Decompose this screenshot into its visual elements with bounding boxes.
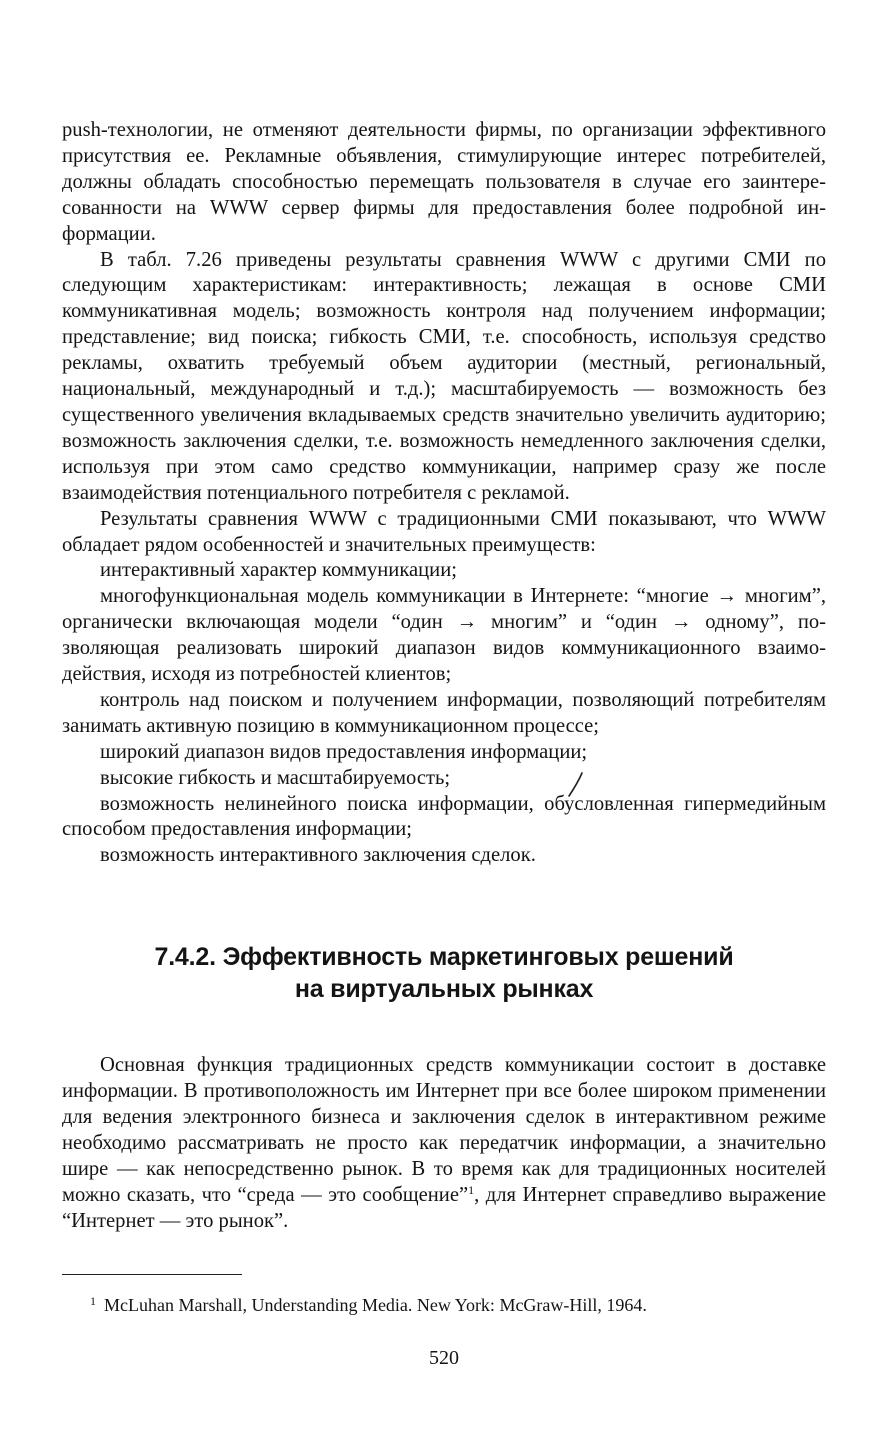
paragraph-section-intro: [62, 1053, 826, 1234]
page-number: 520: [429, 1347, 459, 1369]
list-item: контроль над поиском и получением информации, позволяющий потребителям занимать активную позицию в коммуникационном процессе;: [62, 688, 826, 737]
paragraph-table-comparison: В табл. 7.26 приведены результаты сравнения WWW с другими СМИ по следующим характеристикам: интерактивность; лежащая в основе СМИ коммуникативная модель; возможность контроля над получением информации; представление; вид поиска; гибкость СМИ, т.е. способность, используя средство рекламы, охватить требуемый объем аудитории (местный, региональный, национальный, международный и т.д.); масштабируемость — возможность без существенного увеличения вкладываемых средств значительно увеличить аудиторию; возможность заключения сделки, т.е. возможность немедленного заключения сделки, используя при этом само средство коммуникации, например сразу же после взаимодействия потенциального потребителя с рекламой.: [62, 248, 826, 504]
paragraph-continuation: push-технологии, не отменяют деятельности фирмы, по организации эффективного присутствия ее. Рекламные объявления, стимулирующие интерес потребителей, должны обладать способностью перемещать пользователя в случае его заинтересованности на WWW сервер фирмы для предоставления более подробной информации.: [62, 119, 826, 245]
list-item: возможность интерактивного заключения сделок.: [100, 844, 536, 867]
list-item: широкий диапазон видов предоставления информации;: [100, 740, 588, 763]
advantages-list: [62, 558, 826, 869]
footnote-divider: [62, 1274, 242, 1275]
page-body: [62, 118, 826, 1235]
list-item: высокие гибкость и масштабируемость;: [100, 766, 451, 789]
section-heading-line-2: на виртуальных рынках: [294, 975, 594, 1004]
list-item: возможность нелинейного поиска информации, обусловленная гипермедийным способом предоставления информации;: [62, 792, 826, 841]
footnote-mark: 1: [90, 1294, 96, 1308]
footnote: [90, 1294, 647, 1316]
section-text-after-note: , для Интернет справедливо выражение “Интернет — это рынок”.: [62, 1183, 827, 1232]
footnote-text: McLuhan Marshall, Understanding Media. New York: McGraw-Hill, 1964.: [104, 1295, 647, 1315]
list-item: интерактивный характер коммуникации;: [100, 559, 457, 582]
list-item: многофункциональная модель коммуникации в Интернете: “многие → многим”, органически включающая модели “один → многим” и “один → одному”, позволяющая реализовать широкий диапазон видов коммуникационного взаимодействия, исходя из потребностей клиентов;: [62, 585, 826, 686]
section-text-before-note: Основная функция традиционных средств коммуникации состоит в доставке информации. В противоположность им Интернет при все более широком применении для ведения электронного бизнеса и заключения сделок в интерактивном режиме необходимо рассматривать не просто как передатчик информации, а значительно шире — как непосредственно рынок. В то время как для традиционных носителей можно сказать, что “среда — это сообщение”: [62, 1054, 826, 1206]
section-heading: [62, 941, 826, 1005]
paragraph-comparison-results: Результаты сравнения WWW с традиционными СМИ показывают, что WWW обладает рядом особенностей и значительных преимуществ:: [62, 507, 826, 556]
footnote-reference[interactable]: 1: [468, 1182, 475, 1197]
section-heading-line-1: 7.4.2. Эффективность маркетинговых решений: [154, 943, 734, 972]
handwritten-mark-icon: [566, 772, 586, 798]
